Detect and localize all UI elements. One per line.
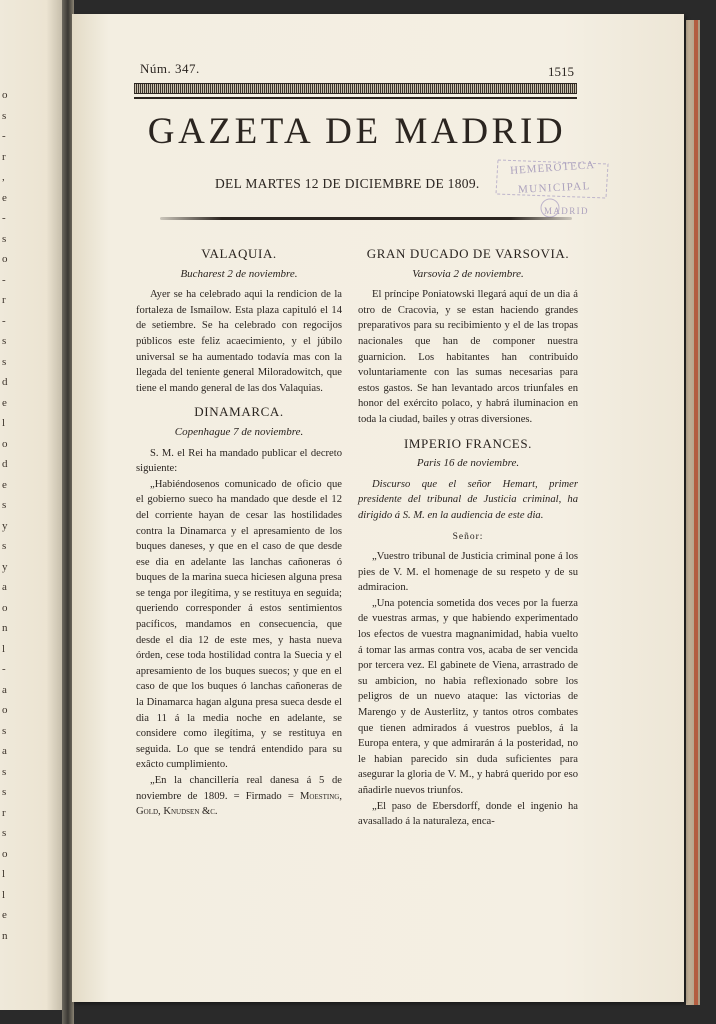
facing-page-fragment: s [2,109,7,122]
facing-page-fragment: e [2,909,7,921]
section-place-copenhague: Copenhague 7 de noviembre. [174,425,304,438]
facing-page-fragment: o [2,601,8,614]
masthead-thin-rule [134,97,577,99]
section-heading-valaquia: VALAQUIA. [201,246,277,261]
paragraph: „Vuestro tribunal de Justicia criminal pone á los pies de V. M. el homenage de su respeto y de su admiracion. [358,551,578,594]
facing-page-fragment: - [2,273,6,286]
section-heading-varsovia: GRAN DUCADO DE VARSOVIA. [366,246,570,261]
facing-page-fragment: s [2,499,7,511]
paragraph: S. M. el Rei ha mandado publicar el decreto siguiente: [136,447,342,475]
facing-page-fragment: o [2,89,8,101]
section-place-paris: Paris 16 de noviembre. [416,457,520,470]
page-number: 1515 [548,64,574,79]
issue-number: Núm. 347. [140,61,200,76]
masthead-hatched-rule [134,83,577,94]
facing-page-fragment: e [2,191,7,204]
facing-page-fragment: - [2,663,6,675]
decree-closing: „En la chancillería real danesa á 5 de noviembre de 1809. = Firmado = [136,775,342,802]
stamp-line-3: MADRID [544,206,589,216]
masthead-title: GAZETA DE MADRID [147,111,567,152]
header-divider [160,217,572,220]
facing-page-fragment: - [2,130,6,142]
facing-page-fragment: r [2,150,6,163]
facing-page-fragment: r [2,294,6,306]
facing-page-fragment: y [2,519,8,532]
facing-page-fragment: s [2,335,7,347]
section-heading-imperio-frances: IMPERIO FRANCES. [403,435,533,451]
section-place-varsovia: Varsovia 2 de noviembre. [412,267,524,280]
paragraph: „Una potencia sometida dos veces por la fuerza de vuestras armas, y que habiendo experimentado los efectos de vuestra magnanimidad, habia vuelto á tomar las armas contra vos, acaba de ser vencida por tercera vez. El gabinete de Viena, arrastrado de su ambicion, no habia reflexionado sobre los peligros de un nuevo ataque: las victorias de Marengo y de Austerlitz, y tantos otros combates que tienen admirados á vuestros pueblos, á la Europa entera, y que admirarán á la posteridad, no le habian parecido sin duda suficientes para asegurar la gloria de V. M., y habrá querido por eso añadirle nuevos triunfos. [358,597,578,796]
facing-page-fragment: s [2,786,7,798]
left-column [136,244,342,820]
facing-page-fragment: o [2,704,8,716]
facing-page-fragment: s [2,540,7,552]
paragraph: Ayer se ha celebrado aqui la rendicion de la fortaleza de Ismailow. Esta plaza capituló el 14 de setiembre. Se ha celebrado con regocijos públicos este feliz acaecimiento, y el júbilo universal se ha aumentado todavía mas con la llegada del teniente general Miloradowitch, que tiene el mando general de las dos Valaquias. [136,289,342,394]
salutation: Señor: [452,531,484,542]
facing-page-fragment: e [2,396,7,409]
facing-page-fragment: a [2,581,7,593]
facing-page-fragment: a [2,745,7,757]
paragraph: El príncipe Poniatowski llegará aquí de un dia á otro de Cracovia, y se estan haciendo grandes preparativos para su recibimiento y el de las tropas nacionales que han de componer nuestra guarnicion. Los habitantes han contribuido voluntariamente con las sumas necesarias para estos gastos. Se han levantado arcos triunfales en honor del exército polaco, y habrá iluminacion en toda la ciudad, bailes y otras diversiones. [358,289,578,425]
facing-page-fragment: l [2,868,6,880]
paragraph [136,773,342,820]
stamp-line-2: MUNICIPAL [517,180,591,196]
facing-page-fragment: s [2,355,7,368]
facing-page-fragment: l [2,888,6,901]
facing-page-fragment: l [2,642,6,655]
facing-page-fragment: o [2,437,8,450]
binding-edge-red [694,20,698,1005]
newspaper-page [72,14,684,1002]
facing-page-fragment: s [2,724,7,737]
decree-signatories: Moesting, Gold, Knudsen &c. [136,790,342,818]
facing-page-fragment: e [2,478,7,491]
facing-page-fragment: l [2,417,6,429]
paragraph: „El paso de Ebersdorff, donde el ingenio ha avasallado á la naturaleza, enca- [358,800,578,828]
facing-page-fragment: , [2,171,5,183]
facing-page-fragment: - [2,212,6,224]
facing-page-fragment: s [2,827,7,839]
dateline: DEL MARTES 12 DE DICIEMBRE DE 1809. [215,176,480,191]
discourse-intro: Discurso que el señor Hemart, primer presidente del tribunal de Justicia criminal, ha dirigido á S. M. en la audiencia de este dia. [358,478,578,521]
facing-page-fragment: s [2,232,7,245]
facing-page-edge [0,0,66,1010]
facing-page-fragment: d [2,458,8,470]
library-stamp [490,154,618,232]
facing-page-fragment: - [2,314,6,327]
facing-page-fragment: n [2,622,8,634]
facing-page-fragment: o [2,847,8,860]
stamp-line-1: HEMEROTECA [509,159,596,177]
right-column [358,244,578,830]
section-place-bucharest: Bucharest 2 de noviembre. [180,267,298,280]
section-heading-dinamarca: DINAMARCA. [194,404,284,420]
facing-page-fragment: a [2,683,7,696]
facing-page-fragment: s [2,765,7,778]
facing-page-fragment: n [2,929,8,942]
facing-page-fragment: d [2,376,8,388]
facing-page-fragment: y [2,560,8,573]
facing-page-fragment: o [2,253,8,265]
paragraph: „Habiéndosenos comunicado de oficio que el gobierno sueco ha mandado que desde el 12 del corriente hayan de cesar las hostilidades contra la Dinamarca y el apresamiento de los buques daneses, y que en el caso de que desde ese dia en adelante las lanchas cañoneras ó buques de la marina sueca hiciesen alguna presa se tenga por ilegítima, y se restituya en seguida; queriendo corresponder á estos sentimientos pacíficos, mandamos en consecuencia, que desde el dia 12 de este mes, y hasta nueva órden, cese toda hostilidad contra la Suecia y el apresamiento de los buques suecos; y que en el caso de que los buques ó lanchas cañoneras de la Dinamarca hagan alguna presa sueca desde el dia 11 á la media noche en adelante, se considere como ilegítima, y se restituya en seguida. Lo que se tendrá entendido para su exâcto cumplimiento. [136,478,342,771]
facing-page-fragment: r [2,806,6,819]
